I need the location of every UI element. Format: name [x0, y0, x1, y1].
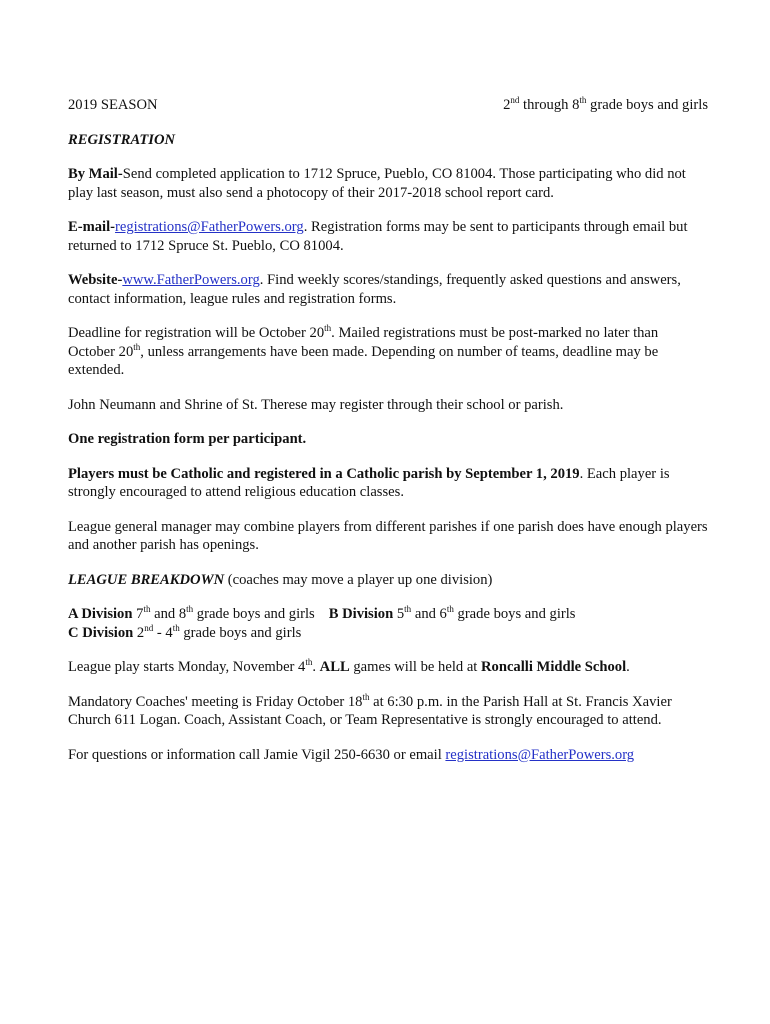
document-page	[68, 96, 708, 780]
season-title: 2019 SEASON	[68, 97, 158, 113]
grades-subtitle	[503, 96, 708, 115]
league-play-text-2: .	[312, 659, 320, 675]
division-c-suffix-2: th	[172, 622, 180, 633]
contact-paragraph	[68, 746, 708, 765]
league-play-text-4: .	[626, 659, 630, 675]
header-row	[68, 96, 708, 115]
website-link[interactable]: www.FatherPowers.org	[122, 272, 260, 288]
division-b-grade-2: and 6	[411, 606, 447, 622]
email-label: E-mail-	[68, 219, 116, 235]
league-play-text-3: games will be held at	[349, 659, 481, 675]
division-c-suffix-1: nd	[144, 622, 154, 633]
by-mail-label: By Mail-	[68, 166, 123, 182]
league-play-school: Roncalli Middle School	[481, 659, 627, 675]
website-paragraph	[68, 271, 708, 308]
website-label: Website-	[68, 272, 123, 288]
grade-start: 2	[503, 97, 511, 113]
contact-text: For questions or information call Jamie Vigil 250-6630 or email	[68, 746, 446, 763]
one-form-note: One registration form per participant.	[68, 431, 307, 447]
players-requirement: Players must be Catholic and registered in a Catholic parish by September 1, 2019	[68, 465, 580, 482]
division-a-text: grade boys and girls	[193, 606, 315, 622]
division-b-label: B Division	[328, 606, 394, 622]
deadline-text-3: , unless arrangements have been made. Depending on number of teams, deadline may be extended.	[68, 343, 659, 378]
division-c-text: grade boys and girls	[179, 624, 302, 641]
contact-email-link[interactable]: registrations@FatherPowers.org	[445, 746, 635, 763]
email-link[interactable]: registrations@FatherPowers.org	[115, 219, 304, 235]
league-play-text-1: League play starts Monday, November 4	[68, 659, 306, 675]
grade-end-suffix: th	[579, 95, 587, 106]
divisions-block	[68, 605, 708, 642]
division-a-suffix-1: th	[143, 604, 151, 615]
division-a-grade-2: and 8	[150, 606, 187, 622]
division-b-suffix-2: th	[446, 604, 454, 615]
division-a-label: A Division	[68, 606, 133, 622]
players-text: . Each player is strongly encouraged to attend religious education classes.	[68, 465, 670, 500]
league-breakdown-paragraph	[68, 571, 708, 590]
gm-note: League general manager may combine players from different parishes if one parish does have enough players and another parish has openings.	[68, 518, 708, 553]
deadline-paragraph	[68, 324, 708, 380]
division-b-grade-1: 5	[393, 606, 405, 622]
league-play-paragraph	[68, 658, 708, 677]
players-paragraph	[68, 465, 708, 502]
division-b-text: grade boys and girls	[453, 606, 576, 622]
division-c-grade-2: - 4	[153, 624, 173, 641]
division-b	[329, 606, 576, 622]
schools-note: John Neumann and Shrine of St. Therese may register through their school or parish.	[68, 396, 564, 413]
league-play-suffix: th	[305, 657, 313, 668]
email-paragraph	[68, 218, 708, 255]
division-c	[68, 622, 302, 641]
by-mail-paragraph	[68, 165, 708, 202]
division-a	[68, 606, 315, 622]
grade-end: through 8	[519, 97, 580, 113]
grade-start-suffix: nd	[510, 95, 520, 106]
deadline-text-1: Deadline for registration will be October 20	[68, 325, 325, 341]
coaches-meeting-text-2: at 6:30 p.m. in the Parish Hall at St. Francis Xavier Church 611 Logan. Coach, Assistant Coach, or Team Representative is strongly encouraged to attend.	[68, 693, 672, 728]
division-c-label: C Division	[68, 624, 134, 641]
deadline-text-2: . Mailed registrations must be post-marked no later than October 20	[68, 325, 659, 360]
coaches-meeting-paragraph	[68, 693, 708, 730]
grade-text: grade boys and girls	[586, 97, 708, 113]
by-mail-text: Send completed application to 1712 Spruce, Pueblo, CO 81004. Those participating who did not play last season, must also send a photocopy of their 2017-2018 school report card.	[68, 166, 686, 201]
deadline-suffix-2: th	[133, 341, 141, 352]
division-a-grade-1: 7	[132, 606, 144, 622]
league-play-all: ALL	[319, 659, 350, 675]
website-text: . Find weekly scores/standings, frequently asked questions and answers, contact information, league rules and registration forms.	[68, 272, 681, 307]
league-breakdown-note: (coaches may move a player up one division)	[224, 571, 493, 588]
coaches-meeting-text-1: Mandatory Coaches' meeting is Friday October 18	[68, 693, 363, 710]
registration-heading: REGISTRATION	[68, 131, 176, 148]
deadline-suffix-1: th	[324, 323, 332, 334]
email-text: . Registration forms may be sent to participants through email but returned to 1712 Spruce St. Pueblo, CO 81004.	[68, 219, 688, 254]
division-b-suffix-1: th	[404, 604, 412, 615]
league-breakdown-heading: LEAGUE BREAKDOWN	[68, 571, 225, 588]
division-c-grade-1: 2	[133, 624, 145, 641]
coaches-meeting-suffix: th	[362, 691, 370, 702]
division-a-suffix-2: th	[186, 604, 194, 615]
